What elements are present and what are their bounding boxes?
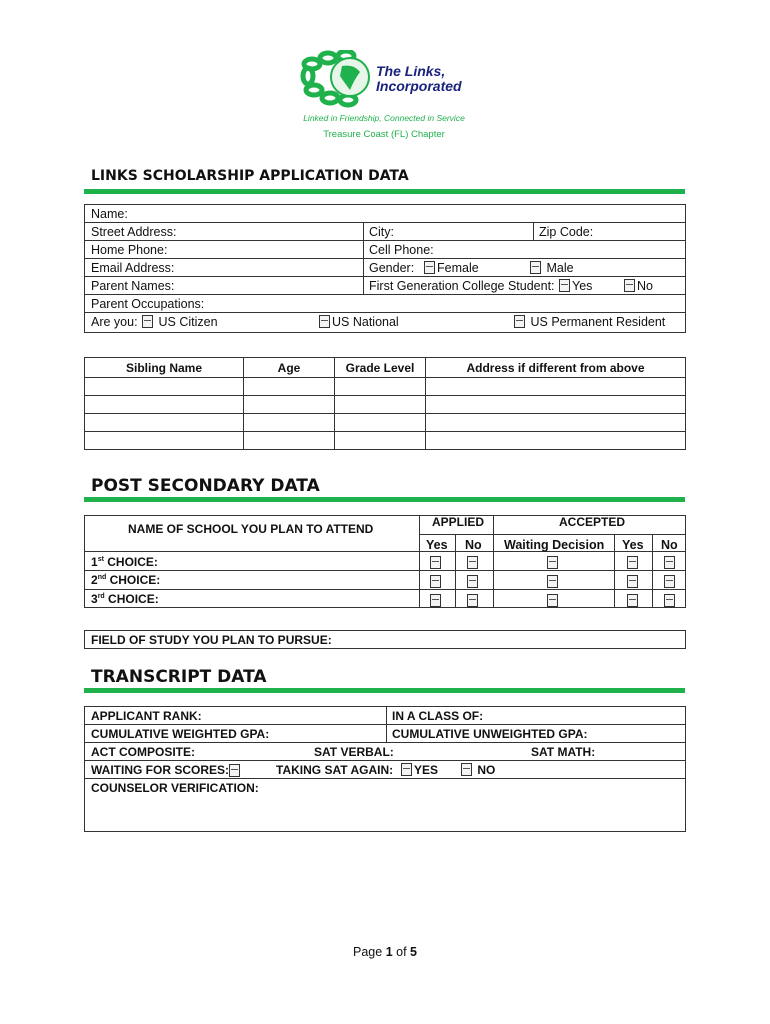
table-row	[85, 396, 686, 414]
checkbox-icon[interactable]	[514, 315, 525, 328]
taking-sat-yes-option[interactable]: YES	[401, 763, 438, 777]
applied-yes-checkbox[interactable]	[430, 575, 441, 588]
applied-yes-header: Yes	[426, 538, 448, 552]
first-gen-no-option[interactable]: No	[624, 279, 653, 293]
waiting-header: Waiting Decision	[504, 538, 605, 552]
choice-3-field[interactable]: 3rd CHOICE:	[91, 592, 159, 606]
accepted-yes-header: Yes	[622, 538, 644, 552]
checkbox-icon[interactable]	[424, 261, 435, 274]
applied-no-header: No	[465, 538, 482, 552]
accepted-yes-checkbox[interactable]	[627, 556, 638, 569]
cell-phone-field[interactable]: Cell Phone:	[369, 243, 434, 257]
first-gen-label: First Generation College Student:	[369, 279, 555, 293]
section-title-post-secondary: POST SECONDARY DATA	[91, 476, 320, 496]
section-divider	[84, 497, 685, 502]
accepted-no-checkbox[interactable]	[664, 575, 675, 588]
email-field[interactable]: Email Address:	[91, 261, 175, 275]
table-row	[85, 378, 686, 396]
school-name-header: NAME OF SCHOOL YOU PLAN TO ATTEND	[128, 522, 374, 536]
street-address-field[interactable]: Street Address:	[91, 225, 177, 239]
table-row	[85, 432, 686, 450]
class-of-field[interactable]: IN A CLASS OF:	[392, 709, 484, 723]
table-row	[85, 414, 686, 432]
applied-no-checkbox[interactable]	[467, 594, 478, 607]
waiting-scores-checkbox[interactable]	[229, 764, 240, 777]
section-divider	[84, 189, 685, 194]
checkbox-icon[interactable]	[401, 763, 412, 776]
checkbox-icon[interactable]	[319, 315, 330, 328]
choice-2-field[interactable]: 2nd CHOICE:	[91, 573, 161, 587]
weighted-gpa-field[interactable]: CUMULATIVE WEIGHTED GPA:	[91, 727, 270, 741]
gender-label: Gender:	[369, 261, 415, 275]
counselor-verification-field[interactable]: COUNSELOR VERIFICATION:	[91, 781, 259, 795]
table-header-row	[85, 358, 686, 378]
citizenship-label: Are you:	[91, 315, 138, 329]
zip-code-field[interactable]: Zip Code:	[539, 225, 594, 239]
accepted-yes-checkbox[interactable]	[627, 594, 638, 607]
unweighted-gpa-field[interactable]: CUMULATIVE UNWEIGHTED GPA:	[392, 727, 588, 741]
applied-no-checkbox[interactable]	[467, 556, 478, 569]
gender-female-option[interactable]: Female	[424, 261, 479, 275]
sat-math-field[interactable]: SAT MATH:	[531, 745, 596, 759]
checkbox-icon[interactable]	[624, 279, 635, 292]
logo-chapter: Treasure Coast (FL) Chapter	[323, 129, 445, 140]
us-citizen-option[interactable]: US Citizen	[142, 315, 218, 329]
gender-male-option[interactable]: Male	[530, 261, 574, 275]
choice-1-field[interactable]: 1st CHOICE:	[91, 555, 158, 569]
logo-name: The Links, Incorporated	[376, 63, 462, 94]
applied-yes-checkbox[interactable]	[430, 556, 441, 569]
page-number: Page 1 of 5	[353, 945, 417, 959]
logo-tagline: Linked in Friendship, Connected in Service	[303, 113, 465, 123]
home-phone-field[interactable]: Home Phone:	[91, 243, 168, 257]
section-title-scholarship: LINKS SCHOLARSHIP APPLICATION DATA	[91, 168, 409, 184]
accepted-header: ACCEPTED	[559, 515, 626, 529]
checkbox-icon[interactable]	[559, 279, 570, 292]
city-field[interactable]: City:	[369, 225, 394, 239]
accepted-no-header: No	[661, 538, 678, 552]
applied-no-checkbox[interactable]	[467, 575, 478, 588]
siblings-table	[84, 357, 686, 450]
parent-names-field[interactable]: Parent Names:	[91, 279, 175, 293]
parent-occupations-field[interactable]: Parent Occupations:	[91, 297, 205, 311]
first-gen-yes-option[interactable]: Yes	[559, 279, 592, 293]
checkbox-icon[interactable]	[461, 763, 472, 776]
name-field[interactable]: Name:	[91, 207, 128, 221]
waiting-checkbox[interactable]	[547, 594, 558, 607]
checkbox-icon[interactable]	[142, 315, 153, 328]
column-header: Sibling Name	[85, 358, 244, 378]
accepted-no-checkbox[interactable]	[664, 556, 675, 569]
column-header: Address if different from above	[426, 358, 686, 378]
section-divider	[84, 688, 685, 693]
column-header: Age	[244, 358, 335, 378]
section-title-transcript: TRANSCRIPT DATA	[91, 667, 267, 687]
waiting-checkbox[interactable]	[547, 575, 558, 588]
accepted-no-checkbox[interactable]	[664, 594, 675, 607]
us-resident-option[interactable]: US Permanent Resident	[514, 315, 665, 329]
waiting-for-scores-label: WAITING FOR SCORES:	[91, 763, 229, 777]
column-header: Grade Level	[335, 358, 426, 378]
logo	[294, 50, 474, 145]
applied-header: APPLIED	[432, 515, 485, 529]
waiting-checkbox[interactable]	[547, 556, 558, 569]
accepted-yes-checkbox[interactable]	[627, 575, 638, 588]
applied-yes-checkbox[interactable]	[430, 594, 441, 607]
checkbox-icon[interactable]	[530, 261, 541, 274]
sat-verbal-field[interactable]: SAT VERBAL:	[314, 745, 394, 759]
act-composite-field[interactable]: ACT COMPOSITE:	[91, 745, 195, 759]
taking-sat-no-option[interactable]: NO	[461, 763, 495, 777]
taking-sat-again-label: TAKING SAT AGAIN:	[276, 763, 394, 777]
applicant-rank-field[interactable]: APPLICANT RANK:	[91, 709, 202, 723]
us-national-option[interactable]: US National	[319, 315, 399, 329]
field-of-study-label: FIELD OF STUDY YOU PLAN TO PURSUE:	[91, 633, 332, 647]
